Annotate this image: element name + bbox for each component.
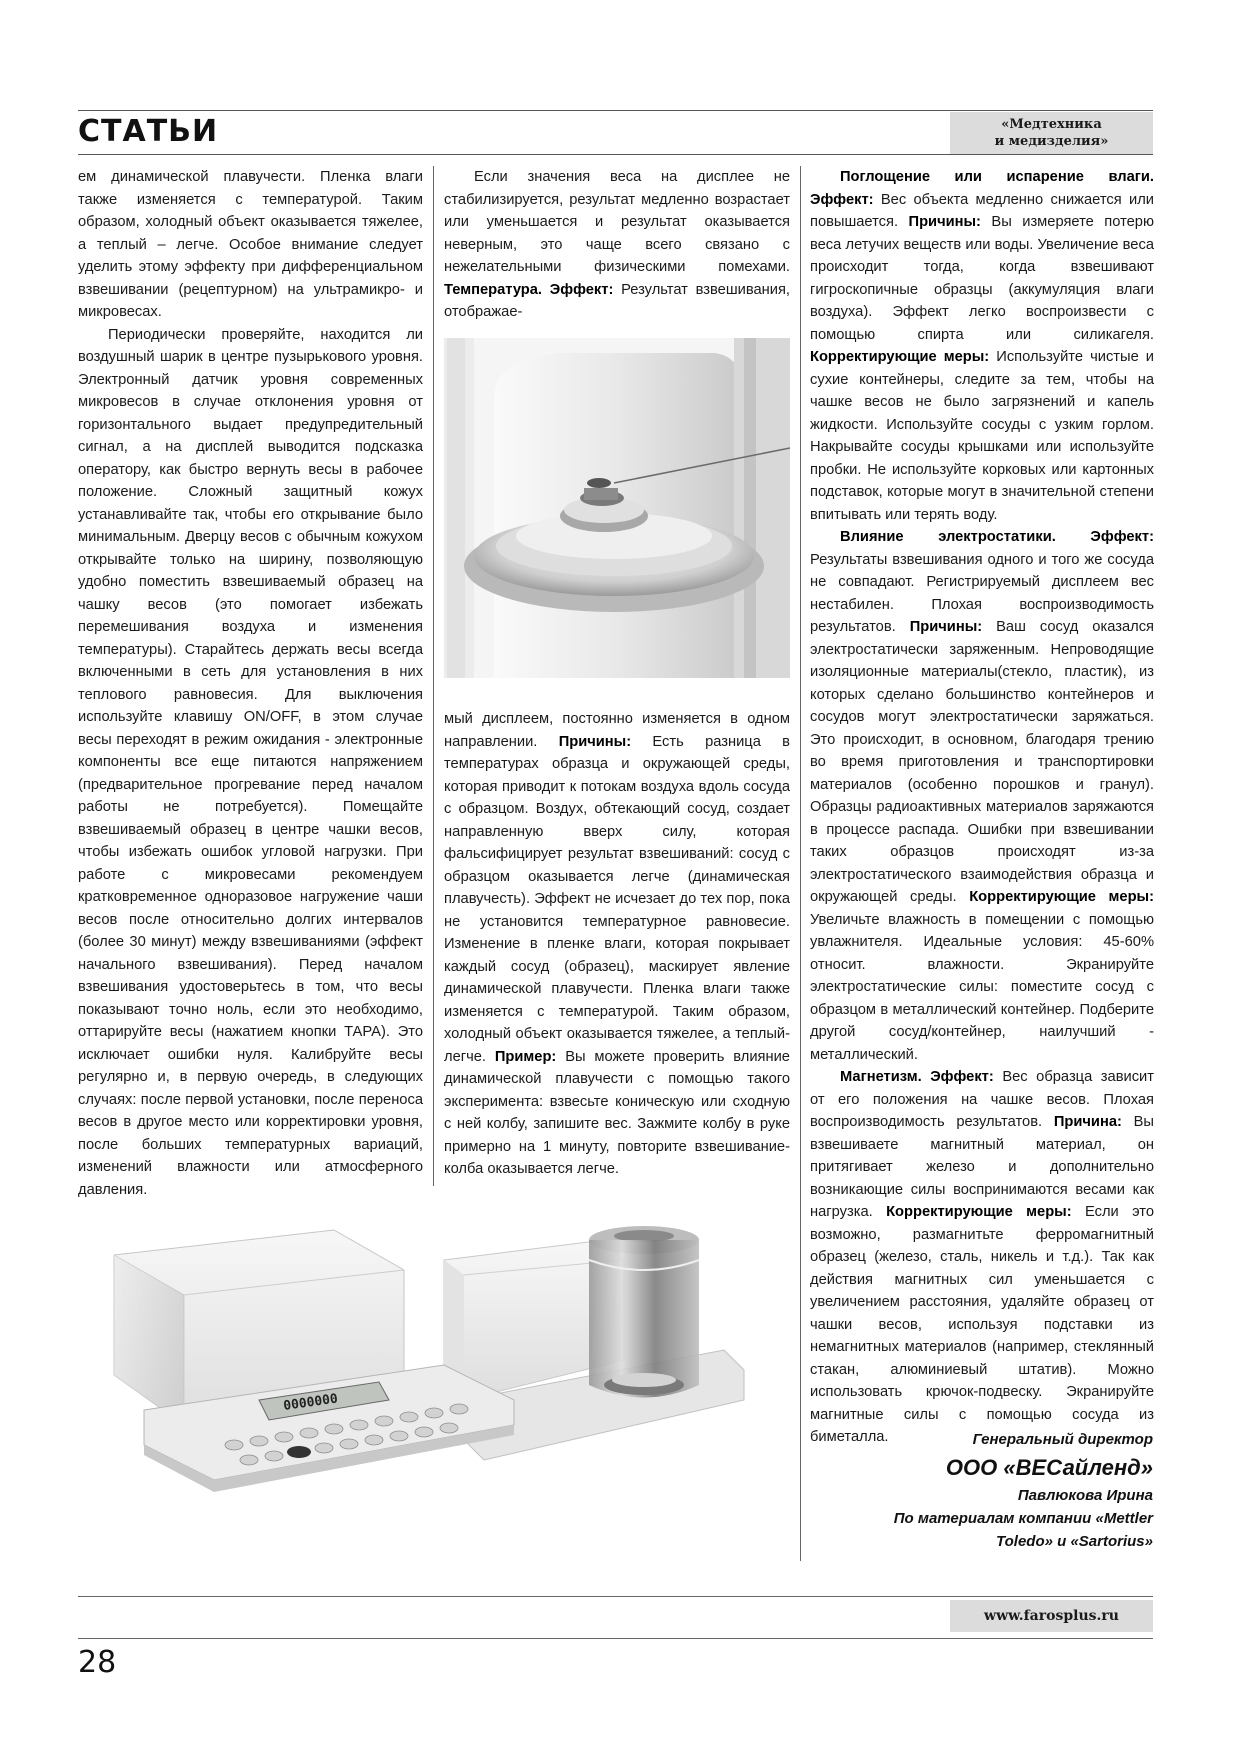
electrostatics-measures-text: Увеличьте влажность в помещении с помощью увлажнителя. Идеальные условия: 45-60% относит. влажности. Экранируйте электростатические силы: поместите сосуд с образцом в металлический контейнер. Подберите другой сосуд/контейнер, наилучший - металлический. bbox=[810, 911, 1154, 1063]
col2-paragraph-intro bbox=[444, 166, 790, 324]
magazine-name-line1: «Медтехника bbox=[1001, 117, 1102, 132]
col1-paragraph-1: ем динамической плавучести. Пленка влаги также изменяется с температурой. Таким образом, холодный объект оказывается тяжелее, а теплый – легче. Особое внимание следует уделить этому эффекту при дифференциальном взвешивании (рецептурном) на ультрамикро- и микровесах. bbox=[78, 169, 423, 320]
col2-causes-heading: Причины: bbox=[558, 733, 632, 750]
magnetism-measures-heading: Корректирующие меры: bbox=[886, 1204, 1072, 1220]
magnetism-cause-text: Вы взвешиваете магнитный материал, он притягивает железо и дополнительно возникающие силы воспринимаются весами как нагрузка. bbox=[810, 1114, 1154, 1220]
moisture-heading: Поглощение или испарение влаги. Эффект: bbox=[810, 169, 1154, 208]
magnetism-cause-heading: Причина: bbox=[1053, 1114, 1122, 1130]
col2-text-3: Вы можете проверить влияние динамической плавучести с помощью такого эксперимента: взвесьте коническую или сходную с ней колбу, запишите вес. Зажмите колбу в руке примерно на 1 минуту, повторите взвешивание- колба оказывается легче. bbox=[444, 1048, 790, 1177]
footer-bottom-rule bbox=[78, 1638, 1153, 1639]
col2-text-1: мый дисплеем, постоянно изменяется в одном направлении. bbox=[444, 711, 790, 750]
magnetism-heading: Магнетизм. Эффект: bbox=[840, 1069, 994, 1085]
magnetism-effect-text: Вес образца зависит от его положения на чашке весов. Плохая воспроизводимость результатов. bbox=[810, 1069, 1154, 1130]
col2-text-2: Есть разница в температурах образца и окружающей среды, которая приводит к потокам воздуха вдоль сосуда с образцом. Воздух, обтекающий сосуд, создает направленную вверх силу, которая фальсифицирует результат взвешиваний: сосуд с образцом оказывается легче (динамическая плавучесть). Эффект не исчезает до тех пор, пока не установится температурное равновесие. Изменение в пленке влаги, которая покрывает каждый сосуд (образец), маскирует явление динамической плавучести. Пленка влаги также изменяется с температурой. Таким образом, холодный объект оказывается тяжелее, а теплый- легче. bbox=[444, 733, 790, 1065]
author-signature-block bbox=[894, 1428, 1153, 1553]
col1-paragraph-2: Периодически проверяйте, находится ли воздушный шарик в центре пузырькового уровня. Электронный датчик уровня современных микровесов в случае отклонения уровня от горизонтального выдает предупредительный сигнал, а на дисплей выводится подсказка оператору, как быстро вернуть весы в рабочее положение. Сложный защитный кожух устанавливайте так, чтобы его открывание было минимальным. Дверцу весов с обычным кожухом открывайте только на ширину, позволяющую удобно поместить взвешиваемый образец на чашку весов (это помогает избежать перемешивания воздуха и изменения температуры). Старайтесь держать весы всегда включенными в сеть для установления в них теплового равновесия. Для выключения используйте клавишу ON/OFF, в этом случае весы переходят в режим ожидания - электронные компоненты все еще питаются напряжением (предварительное прогревание перед началом работы не потребуется). Помещайте взвешиваемый образец в центре чашки весов, чтобы избежать ошибок угловой нагрузки. При работе с микровесами рекомендуем кратковременное одноразовое нагружение чаши весов после относительно долгих интервалов (более 30 минут) между взвешиваниями (эффект начального взвешивания). Перед началом взвешивания удостоверьтесь в том, что весы показывают точно ноль, если это необходимо, оттарируйте весы (нажатием кнопки ТАРА). Это исключает ошибки нуля. Калибруйте весы регулярно и, в первую очередь, в следующих случаях: после первой установки, после переноса весов в другое место или корректировки уровня, после больших температурных вариаций, изменений влажности или атмосферного давления. bbox=[78, 326, 423, 1198]
electrostatics-heading: Влияние электростатики. Эффект: bbox=[840, 529, 1154, 545]
electrostatics-effect-text: Результаты взвешивания одного и того же сосуда не совпадают. Регистрируемый дисплеем вес нестабилен. Плохая воспроизводимость результатов. bbox=[810, 551, 1154, 635]
column-divider-2 bbox=[800, 166, 801, 1561]
moisture-effect-text: Вес объекта медленно снижается или повышается. bbox=[810, 191, 1154, 230]
article-column-2-bottom bbox=[444, 708, 790, 1181]
source-line-2: Toledo» и «Sartorius» bbox=[996, 1533, 1153, 1550]
author-role: Генеральный директор bbox=[972, 1431, 1153, 1448]
moisture-measures-heading: Корректирующие меры: bbox=[810, 349, 990, 365]
magazine-name-box bbox=[950, 112, 1153, 154]
electrostatics-measures-heading: Корректирующие меры: bbox=[969, 889, 1154, 905]
article-column-1 bbox=[78, 166, 423, 1201]
col2-paragraph-temperature bbox=[444, 708, 790, 1181]
magazine-name-line2: и медизделия» bbox=[994, 134, 1109, 149]
electrostatics-causes-text: Ваш сосуд оказался электростатически заряженным. Непроводящие изоляционные материалы(стекло, пластик), из которых сделано большинство контейнеров и сосудов могут электростатически заряжаться. Это происходит, в основном, благодаря трению во время приготовления и транспортировки материалов (особенно порошков и гранул). Образцы радиоактивных материалов заряжаются в процессе распада. Ошибки при взвешивании таких образцов происходят из-за электростатического взаимодействия образца и окружающей среды. bbox=[810, 619, 1154, 905]
moisture-measures-text: Используйте чистые и сухие контейнеры, следите за тем, чтобы на чашке весов не было загрязнений и капель жидкости. Используйте сосуды с узким горлом. Накрывайте сосуды крышками или используйте пробки. Не используйте корковых или картонных подставок, которые могут в значительной степени впитывать или терять воду. bbox=[810, 349, 1154, 523]
electrostatics-causes-heading: Причины: bbox=[909, 619, 983, 635]
source-line-1: По материалам компании «Mettler bbox=[893, 1510, 1153, 1527]
column-divider-1 bbox=[433, 166, 434, 1186]
col3-paragraph-magnetism bbox=[810, 1066, 1154, 1449]
moisture-causes-text: Вы измеряете потерю веса летучих веществ или воды. Увеличение веса происходит тогда, когда взвешивают гигроскопичные образцы (аккумуляция влаги воздуха). Эффект легко воспроизвести с помощью спирта или силикагеля. bbox=[810, 214, 1154, 343]
col2-example-heading: Пример: bbox=[494, 1048, 557, 1065]
footer-top-rule bbox=[78, 1596, 1153, 1597]
article-column-2-top bbox=[444, 166, 790, 324]
page-number: 28 bbox=[78, 1645, 117, 1680]
microbalance-with-terminal-photo bbox=[84, 1200, 784, 1520]
microbalance-weighing-chamber-photo bbox=[444, 338, 790, 678]
header-top-rule bbox=[78, 110, 1153, 111]
balance-illustration bbox=[84, 1200, 784, 1520]
author-name: Павлюкова Ирина bbox=[1017, 1487, 1153, 1504]
footer-url: www.farosplus.ru bbox=[950, 1600, 1153, 1632]
terminal-display-readout: 0000000 bbox=[282, 1391, 339, 1414]
magnetism-measures-text: Если это возможно, размагнитьте ферромагнитный образец (железо, сталь, никель и т.д.). Так как действия магнитных сил уменьшается с увеличением расстояния, удаляйте образец от чашки весов, используя подставки из немагнитных материалов (например, стеклянный стакан, алюминиевый штатив). Можно использовать крючок-подвеску. Экранируйте магнитные силы с помощью сосуда из биметалла. bbox=[810, 1204, 1154, 1445]
author-company: ООО «ВЕСайленд» bbox=[945, 1455, 1153, 1480]
col3-paragraph-electrostatics bbox=[810, 526, 1154, 1066]
section-title: СТАТЬИ bbox=[78, 114, 219, 149]
col2-intro-tail: Результат взвешивания, отображае- bbox=[444, 281, 790, 320]
microbalance-chamber-illustration bbox=[444, 338, 790, 678]
moisture-causes-heading: Причины: bbox=[908, 214, 981, 230]
col2-intro-text: Если значения веса на дисплее не стабилизируется, результат медленно возрастает или уменьшается и результат оказывается неверным, это чаще всего связано с нежелательными физическими помехами. bbox=[444, 169, 790, 275]
header-bottom-rule bbox=[78, 154, 1153, 155]
col2-temperature-heading: Температура. Эффект: bbox=[444, 281, 614, 298]
col3-paragraph-moisture bbox=[810, 166, 1154, 526]
article-column-3 bbox=[810, 166, 1154, 1449]
